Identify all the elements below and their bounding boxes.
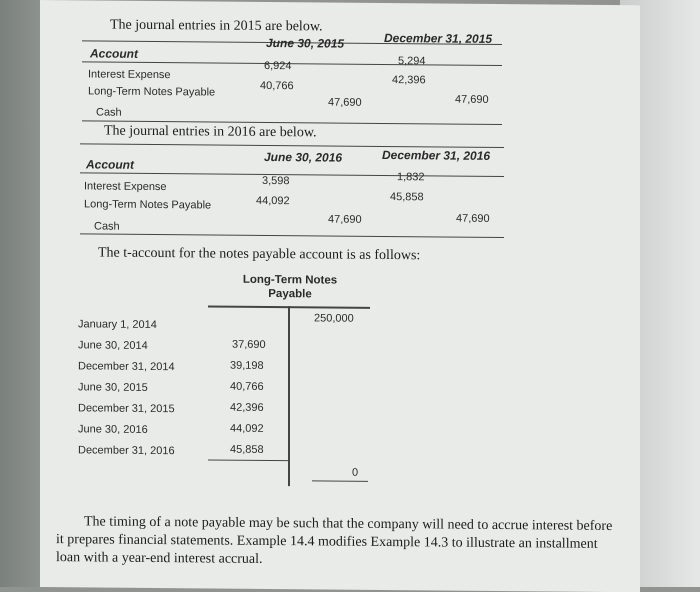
taccount-title-line-2: Payable (268, 287, 312, 301)
table-2015-header-june: June 30, 2015 (266, 35, 345, 51)
heading-2016: The journal entries in 2016 are below. (104, 123, 317, 141)
table-2016-row-3-account: Cash (94, 220, 120, 233)
taccount-debit-5: 42,396 (230, 401, 264, 414)
taccount-vertical-bar (288, 306, 290, 486)
taccount-debit-2: 37,690 (232, 338, 266, 351)
taccount-debit-3: 39,198 (230, 359, 264, 372)
table-2015-header-account: Account (90, 46, 138, 61)
table-2016-bottom-rule (80, 233, 504, 238)
taccount-ending-balance: 0 (352, 466, 359, 479)
taccount-debit-6: 44,092 (230, 422, 264, 435)
table-2016-header-account: Account (86, 157, 134, 172)
taccount-title-line-1: Long-Term Notes (242, 273, 338, 287)
table-2015-row-3-dec-credit: 47,690 (455, 93, 489, 106)
taccount-date-3: December 31, 2014 (78, 360, 175, 374)
table-2015-row-2-june: 40,766 (260, 79, 294, 93)
taccount-date-7: December 31, 2016 (78, 444, 175, 458)
taccount-credit-total-rule (312, 480, 368, 481)
textbook-page (40, 0, 640, 592)
table-2016-row-1-account: Interest Expense (84, 180, 167, 194)
table-2015-row-2-dec: 42,396 (392, 74, 426, 87)
table-2015-row-3-account: Cash (96, 106, 122, 119)
table-2016-row-1-dec: 1,832 (397, 171, 425, 184)
table-2016-header-dec: December 31, 2016 (382, 147, 491, 163)
table-2016-row-3-dec-credit: 47,690 (456, 212, 490, 225)
table-2016-top-rule (80, 143, 504, 148)
taccount-debit-total-rule (208, 459, 288, 461)
table-2015-header-rule (82, 61, 502, 66)
taccount-debit-4: 40,766 (230, 380, 264, 393)
table-2016-header-june: June 30, 2016 (264, 149, 343, 165)
table-2015-row-1-account: Interest Expense (88, 68, 171, 82)
footer-line-2: it prepares financial statements. Example 14.4 modifies Example 14.3 to illustrate an installment (56, 532, 598, 552)
taccount-date-1: January 1, 2014 (78, 318, 157, 332)
table-2015-row-1-dec: 5,294 (398, 55, 426, 68)
footer-line-3: loan with a year-end interest accrual. (56, 550, 263, 567)
table-2016-row-3-june-credit: 47,690 (328, 213, 362, 226)
table-2015-row-1-june: 6,924 (264, 59, 292, 73)
heading-2015: The journal entries in 2015 are below. (110, 17, 323, 35)
table-2015-row-3-june-credit: 47,690 (328, 96, 362, 109)
taccount-credit-balance: 250,000 (314, 312, 354, 325)
table-2015-row-2-account: Long-Term Notes Payable (88, 85, 216, 99)
taccount-debit-7: 45,858 (230, 443, 264, 456)
table-2016-row-2-dec: 45,858 (390, 191, 424, 204)
taccount-date-2: June 30, 2014 (78, 339, 148, 352)
footer-line-1: The timing of a note payable may be such that the company will need to accrue interest before (84, 514, 613, 534)
table-2015-header-dec: December 31, 2015 (384, 31, 493, 46)
taccount-date-5: December 31, 2015 (78, 402, 175, 416)
table-2016-row-1-june: 3,598 (262, 174, 290, 188)
taccount-date-6: June 30, 2016 (78, 423, 148, 436)
table-2016-row-2-account: Long-Term Notes Payable (84, 198, 212, 212)
taccount-intro: The t-account for the notes payable account is as follows: (98, 245, 421, 264)
table-2016-row-2-june: 44,092 (256, 194, 290, 208)
taccount-date-4: June 30, 2015 (78, 381, 148, 394)
table-2016-header-rule (80, 172, 504, 177)
